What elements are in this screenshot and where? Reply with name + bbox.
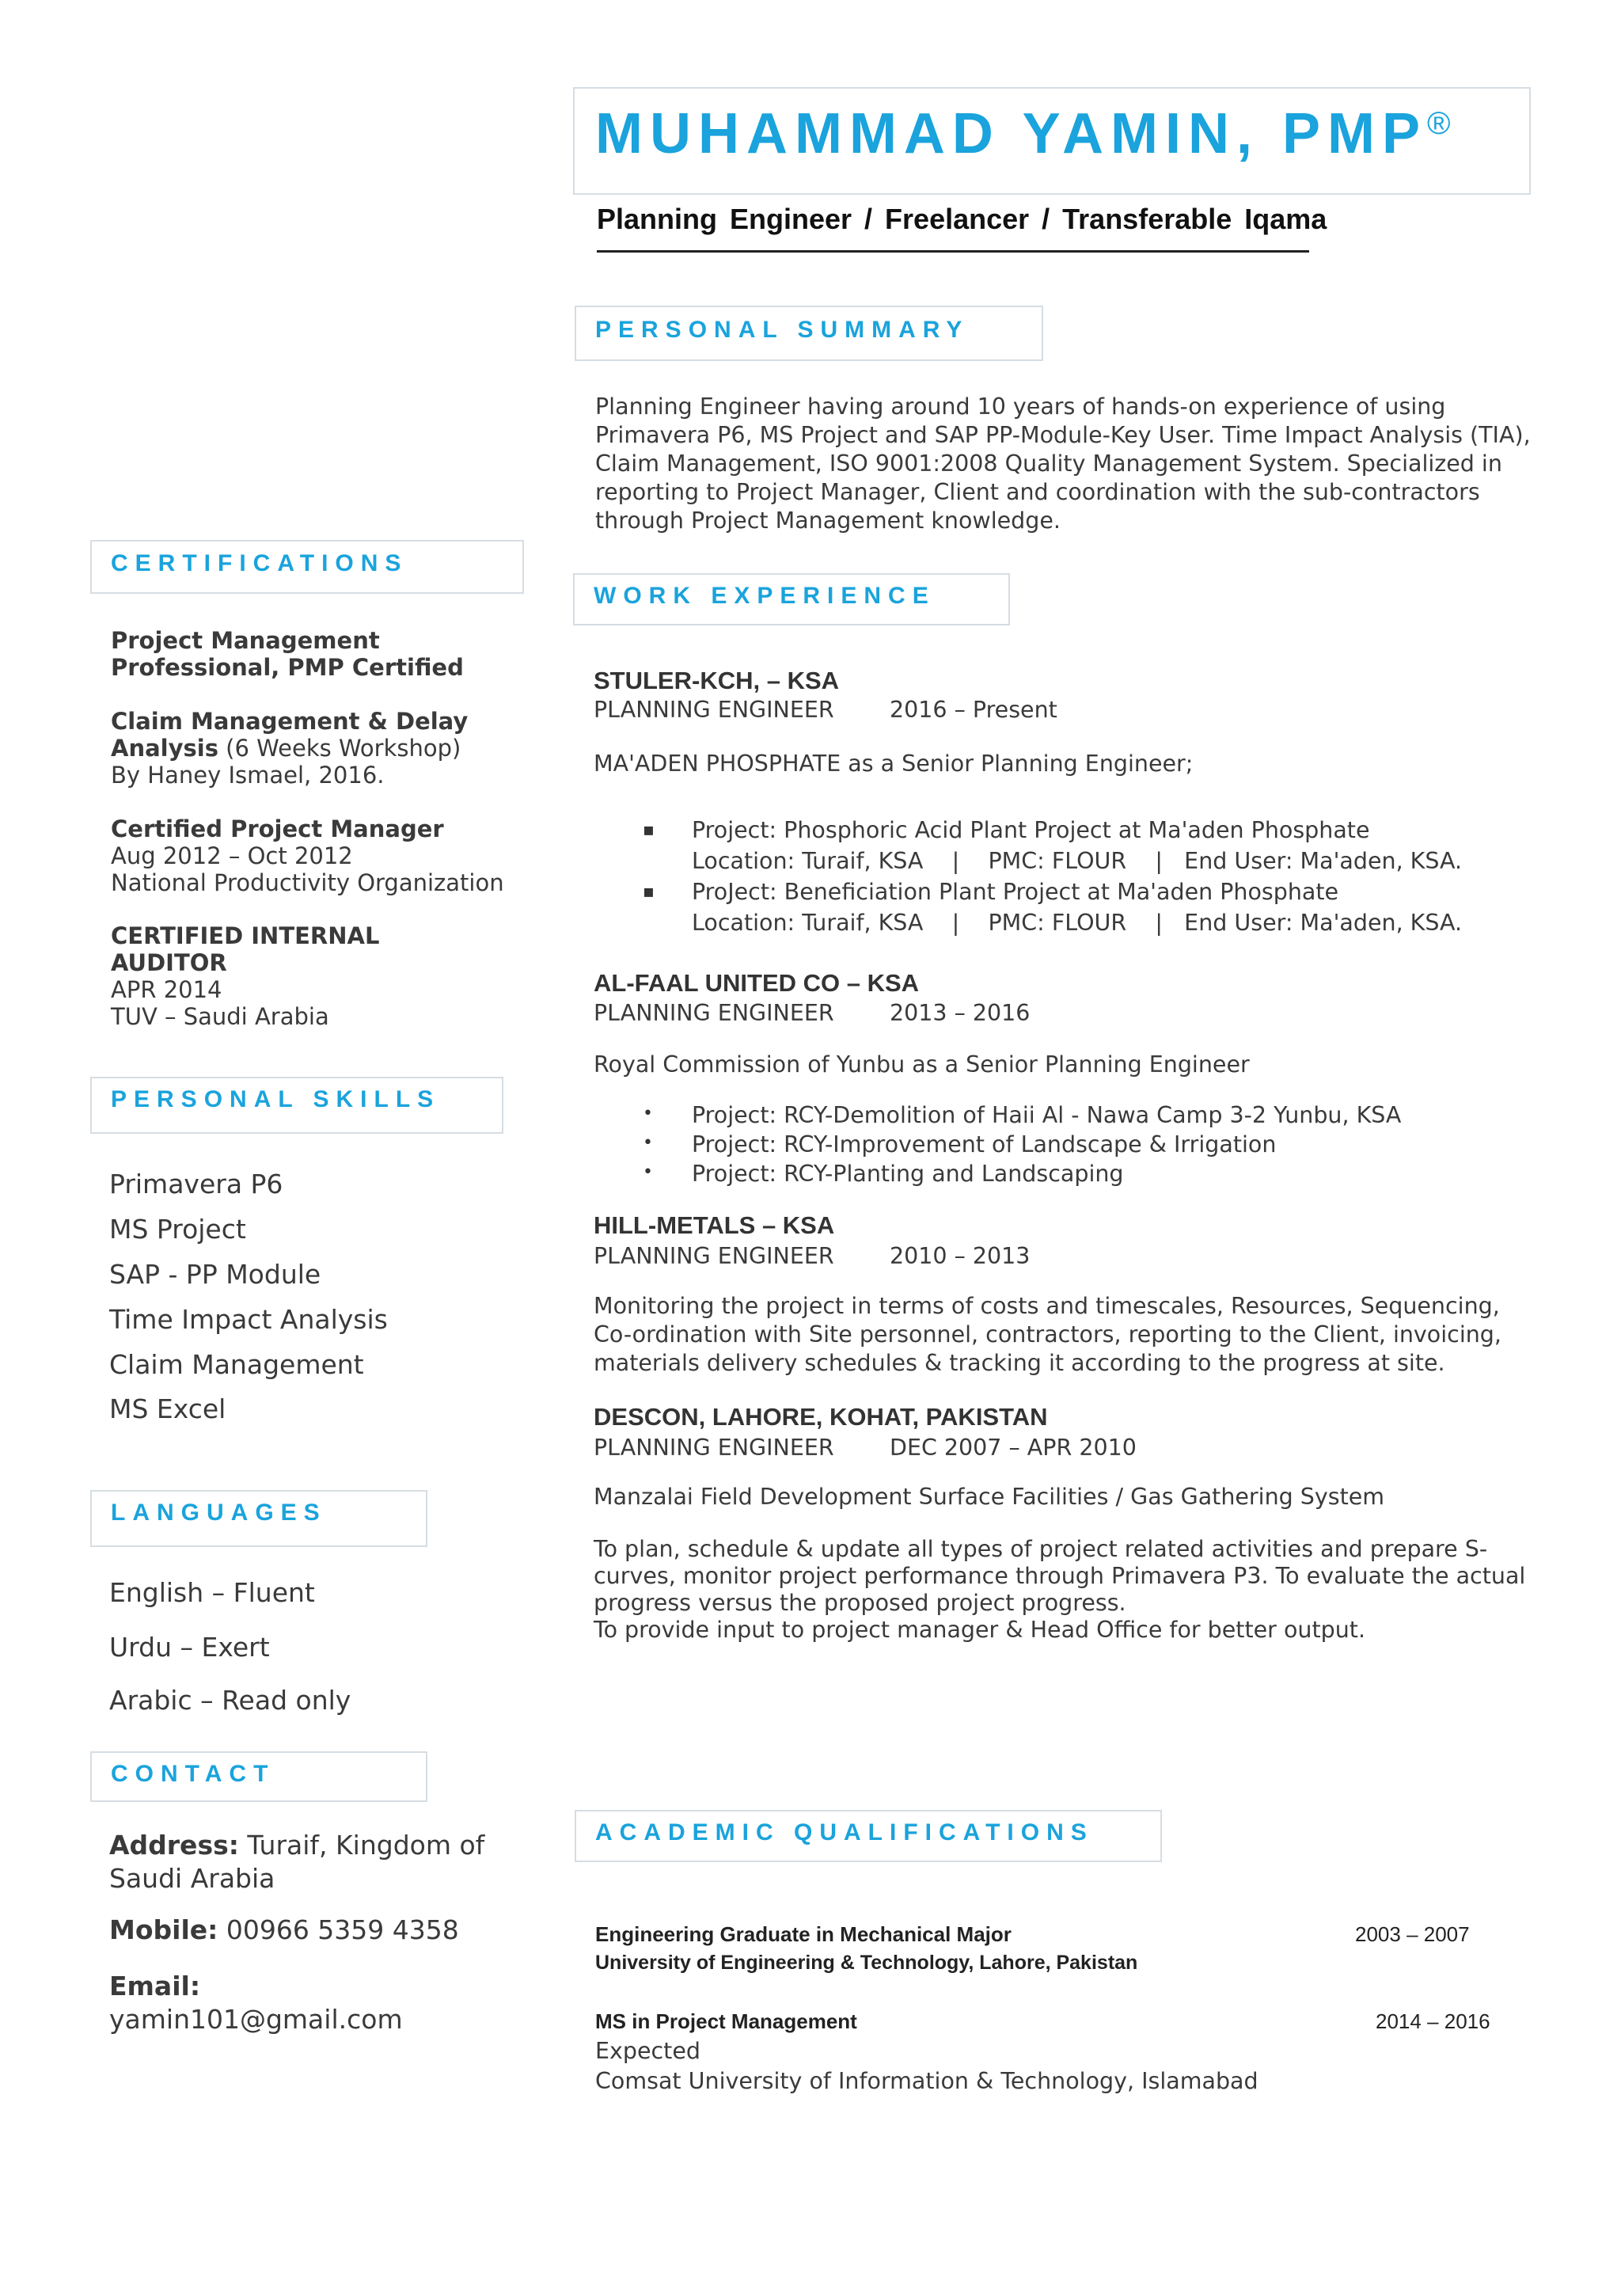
job-description-detail: To plan, schedule & update all types of project related activities and prepare S- curves, monitor project performance through Primavera P3. To evaluate the actual progress versus the proposed project progress. To provide input to project manager & Head Office for better output. — [594, 1536, 1526, 1643]
skills-title: PERSONAL SKILLS — [111, 1086, 441, 1112]
candidate-name: MUHAMMAD YAMIN, PMP® — [595, 102, 1451, 165]
job-project: ProJect: Beneficiation Plant Project at Ma'aden Phosphate — [692, 879, 1339, 905]
job-project-location: Location: Turaif, KSA | PMC: FLOUR | End User: Ma'aden, KSA. — [692, 848, 1463, 874]
skill-item: MS Project — [109, 1214, 246, 1245]
certification-pmp: Project Management Professional, PMP Certified — [111, 627, 464, 681]
skill-item: MS Excel — [109, 1393, 226, 1424]
contact-address — [109, 1829, 484, 1895]
job-role: PLANNING ENGINEER 2016 – Present — [594, 697, 1057, 723]
job-description: MA'ADEN PHOSPHATE as a Senior Planning Engineer; — [594, 751, 1194, 777]
summary-line: reporting to Project Manager, Client and coordination with the sub-contractors — [595, 479, 1480, 505]
job-company: DESCON, LAHORE, KOHAT, PAKISTAN — [594, 1403, 1048, 1431]
job-project: Project: RCY-Planting and Landscaping — [692, 1161, 1124, 1187]
job-role: PLANNING ENGINEER 2010 – 2013 — [594, 1243, 1031, 1269]
address-value: Turaif, Kingdom of — [238, 1830, 485, 1861]
job-years: 2016 – Present — [890, 697, 1057, 723]
job-company: STULER-KCH, – KSA — [594, 667, 840, 694]
job-company: HILL-METALS – KSA — [594, 1211, 835, 1239]
certification-claim: Claim Management & Delay Analysis (6 Weeks Workshop) By Haney Ismael, 2016. — [111, 708, 469, 789]
bullet-dot: • — [643, 1104, 653, 1123]
academic-years: 2003 – 2007 — [1355, 1922, 1470, 1946]
summary-text — [595, 393, 1531, 535]
skill-item: Primavera P6 — [109, 1169, 283, 1199]
academic-degree: Engineering Graduate in Mechanical Major — [595, 1922, 1012, 1946]
job-project: Project: RCY-Improvement of Landscape & Irrigation — [692, 1131, 1277, 1158]
academic-school: University of Engineering & Technology, Lahore, Pakistan — [595, 1952, 1138, 1974]
job-project: Project: Phosphoric Acid Plant Project at Ma'aden Phosphate — [692, 817, 1370, 843]
language-item: Urdu – Exert — [109, 1632, 270, 1663]
job-project: Project: RCY-Demolition of Haii Al - Nawa Camp 3-2 Yunbu, KSA — [692, 1102, 1402, 1128]
language-item: English – Fluent — [109, 1577, 315, 1608]
summary-line: Claim Management, ISO 9001:2008 Quality Management System. Specialized in — [595, 450, 1502, 477]
job-project-location: Location: Turaif, KSA | PMC: FLOUR | End User: Ma'aden, KSA. — [692, 910, 1463, 936]
registered-mark: ® — [1427, 106, 1451, 141]
certifications-title: CERTIFICATIONS — [111, 550, 408, 576]
languages-title: LANGUAGES — [111, 1500, 327, 1526]
summary-line: Primavera P6, MS Project and SAP PP-Module-Key User. Time Impact Analysis (TIA), — [595, 422, 1531, 448]
skill-item: Claim Management — [109, 1349, 364, 1380]
skill-item: SAP - PP Module — [109, 1259, 321, 1290]
certification-cpm: Certified Project Manager Aug 2012 – Oct 2012 National Productivity Organization — [111, 815, 504, 896]
subtitle-underline — [597, 250, 1309, 253]
contact-title: CONTACT — [111, 1761, 275, 1787]
job-company: AL-FAAL UNITED CO – KSA — [594, 969, 920, 997]
bullet-square: ▪ — [643, 882, 655, 902]
experience-title: WORK EXPERIENCE — [594, 583, 936, 609]
contact-email — [109, 1970, 403, 2036]
bullet-dot: • — [643, 1162, 653, 1182]
job-description: Royal Commission of Yunbu as a Senior Planning Engineer — [594, 1051, 1250, 1078]
contact-mobile — [109, 1914, 459, 1945]
academic-status: Expected — [595, 2038, 700, 2064]
mobile-label: Mobile: — [109, 1914, 218, 1945]
summary-line: through Project Management knowledge. — [595, 507, 1061, 534]
skill-item: Time Impact Analysis — [109, 1304, 388, 1335]
candidate-subtitle: Planning Engineer / Freelancer / Transferable Iqama — [597, 203, 1327, 235]
summary-line: Planning Engineer having around 10 years of hands-on experience of using — [595, 393, 1446, 420]
job-description: Manzalai Field Development Surface Facilities / Gas Gathering System — [594, 1484, 1385, 1510]
mobile-value: 00966 5359 4358 — [218, 1914, 459, 1945]
summary-title: PERSONAL SUMMARY — [595, 317, 970, 343]
address-value-2: Saudi Arabia — [109, 1863, 275, 1894]
job-years: 2013 – 2016 — [890, 1000, 1031, 1026]
job-role: PLANNING ENGINEER 2013 – 2016 — [594, 1000, 1031, 1026]
address-label: Address: — [109, 1830, 239, 1861]
job-role: PLANNING ENGINEER DEC 2007 – APR 2010 — [594, 1435, 1137, 1461]
email-link[interactable]: yamin101@gmail.com — [109, 2004, 403, 2035]
email-label: Email: — [109, 1971, 201, 2001]
job-description: Monitoring the project in terms of costs and timescales, Resources, Sequencing, Co-ordination with Site personnel, contractors, reporting to the Client, invoicing, materials delivery schedules & tracking it according to the progress at site. — [594, 1293, 1501, 1376]
language-item: Arabic – Read only — [109, 1685, 351, 1716]
academic-title: ACADEMIC QUALIFICATIONS — [595, 1819, 1094, 1846]
academic-degree: MS in Project Management — [595, 2009, 857, 2033]
job-years: 2010 – 2013 — [890, 1243, 1031, 1269]
academic-years: 2014 – 2016 — [1376, 2009, 1490, 2033]
bullet-square: ▪ — [643, 820, 655, 840]
certification-auditor: CERTIFIED INTERNAL AUDITOR APR 2014 TUV – Saudi Arabia — [111, 922, 380, 1030]
bullet-dot: • — [643, 1133, 653, 1153]
academic-school: Comsat University of Information & Technology, Islamabad — [595, 2068, 1258, 2094]
job-years: DEC 2007 – APR 2010 — [890, 1435, 1137, 1461]
